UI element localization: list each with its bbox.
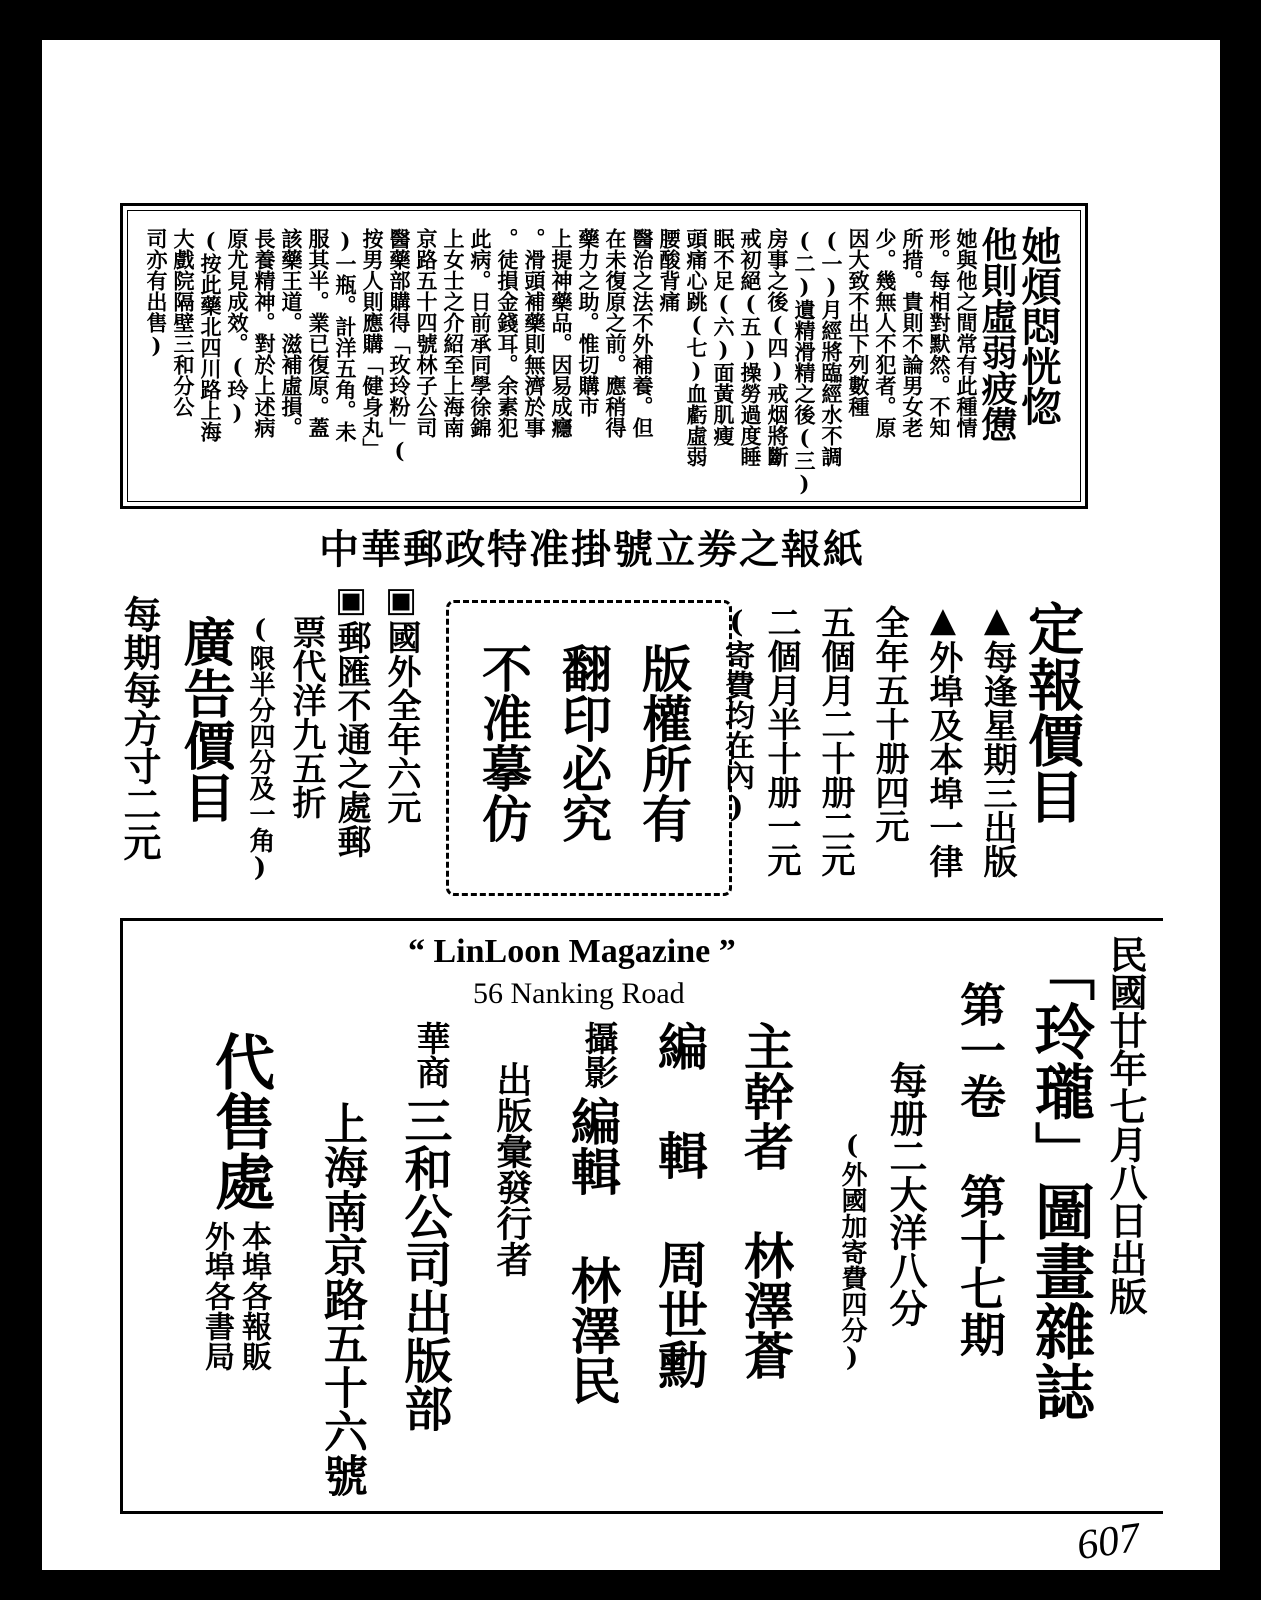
- company-label: 華商: [410, 1021, 450, 1089]
- issue-number: 第一卷 第十七期: [953, 981, 1007, 1357]
- subscription-line-1: ▲每逢星期三出版: [977, 600, 1017, 878]
- publisher-label: 出版彙發行者: [491, 1061, 533, 1277]
- ad-heading-b: 他則虛弱疲憊: [976, 226, 1018, 442]
- ad-text-column: 房事之後(四)戒烟將斷: [765, 228, 790, 467]
- ad-text-column: )一瓶。計洋五角。未: [333, 228, 358, 442]
- postal-registration-line: 中華郵政特准掛號立劵之報紙: [319, 526, 865, 573]
- ad-text-column: 藥力之助。惟切購市: [576, 228, 601, 417]
- foreign-line-4: (限半分四分及一角): [245, 615, 275, 883]
- company-name: 三和公司出版部: [396, 1096, 452, 1432]
- photo-editor: 編輯 林澤民: [563, 1096, 622, 1405]
- advert-price-line: 每期每方寸二元: [117, 595, 162, 861]
- ad-text-column: 司亦有出售): [144, 228, 169, 358]
- english-title: “ LinLoon Magazine ”: [408, 933, 736, 970]
- ad-text-column: 腰酸背痛: [657, 228, 682, 312]
- ad-text-column: 眠不足(六)面黃肌瘦: [711, 228, 736, 446]
- advertisement-box: [120, 203, 1088, 509]
- ad-text-column: (二)遺精滑精之後(三): [792, 228, 817, 496]
- magazine-page: [42, 40, 1220, 1570]
- ad-text-column: 原尤見成效。(玲): [225, 228, 250, 425]
- copyright-line-1: 版權所有: [634, 643, 693, 843]
- ad-text-column: 上提神藥品。因易成癮: [549, 228, 574, 438]
- editor-chief: 主幹者 林澤蒼: [736, 1021, 795, 1380]
- photo-label: 攝影: [578, 1021, 618, 1089]
- page-number: 607: [1074, 1514, 1143, 1570]
- foreign-line-1: ▣國外全年六元: [381, 580, 421, 824]
- ad-text-column: 少。幾無人不犯者。原: [873, 228, 898, 438]
- ad-text-column: (按此藥北四川路上海: [198, 228, 223, 442]
- ad-text-column: 長養精神。對於上述病: [252, 228, 277, 438]
- ad-text-column: 該藥王道。滋補虛損。: [279, 228, 304, 438]
- subscription-line-6: (寄費均在內): [719, 605, 754, 825]
- editor: 編 輯 周世勳: [650, 1021, 709, 1389]
- subscription-line-2: ▲外埠及本埠一律: [923, 600, 963, 878]
- agent-local: 本埠各報販: [236, 1221, 271, 1371]
- ad-text-column: 戒初絕(五)操勞過度睡: [738, 228, 763, 467]
- copyright-line-2: 翻印必究: [554, 643, 613, 843]
- publication-date: 民國廿年七月八日出版: [1103, 935, 1148, 1315]
- foreign-line-2: ▣郵匯不通之處郵: [331, 580, 371, 858]
- subscription-heading: 定報價目: [1019, 600, 1085, 824]
- ad-text-column: 形。每相對默然。不知: [927, 228, 952, 438]
- ad-text-column: 。滑頭補藥則無濟於事: [522, 228, 547, 438]
- ad-text-column: 按男人則應購「健身丸」: [360, 228, 385, 459]
- english-address: 56 Nanking Road: [473, 977, 685, 1010]
- ad-text-column: 大戲院隔壁三和分公: [171, 228, 196, 417]
- ad-text-column: 醫治之法不外補養。但: [630, 228, 655, 438]
- subscription-line-5: 二個月半十册一元: [761, 605, 801, 877]
- ad-text-column: 在未復原之前。應稍得: [603, 228, 628, 438]
- ad-text-column: 她與他之間常有此種情: [954, 228, 979, 438]
- subscription-line-4: 五個月二十册二元: [815, 605, 855, 877]
- ad-text-column: 此病。日前承同學徐錦: [468, 228, 493, 438]
- ad-text-column: 服其半。業已復原。蓋: [306, 228, 331, 438]
- copyright-box: [446, 600, 732, 896]
- ad-text-column: 頭痛心跳(七)血虧虛弱: [684, 228, 709, 467]
- foreign-line-3: 票代洋九五折: [286, 615, 326, 819]
- ad-text-column: 京路五十四號林子公司: [414, 228, 439, 438]
- colophon-box: [120, 918, 1163, 1514]
- issue-price-note: (外國加寄費四分): [837, 1131, 867, 1373]
- subscription-line-3: 全年五十册四元: [869, 605, 909, 843]
- ad-text-column: 醫藥部購得「玫玲粉」(: [387, 228, 412, 463]
- ad-text-column: 上女士之介紹至上海南: [441, 228, 466, 438]
- ad-text-column: (一)月經將臨經水不調: [819, 228, 844, 467]
- advert-price-heading: 廣告價目: [174, 615, 235, 823]
- ad-heading-a: 她煩悶恍惚: [1015, 226, 1062, 426]
- magazine-name: 「玲瓏」圖畫雜誌: [1025, 941, 1095, 1421]
- ad-text-column: 因大致不出下列數種: [846, 228, 871, 417]
- ad-text-column: 。徒損金錢耳。余素犯: [495, 228, 520, 438]
- agent-outport: 外埠各書局: [199, 1221, 234, 1371]
- ad-text-column: 所措。貴則不論男女老: [900, 228, 925, 438]
- company-address: 上海南京路五十六號: [316, 1101, 367, 1497]
- copyright-line-3: 不准摹仿: [474, 643, 533, 843]
- agent-heading: 代售處: [205, 1031, 275, 1211]
- issue-price: 每册二大洋八分: [883, 1061, 928, 1327]
